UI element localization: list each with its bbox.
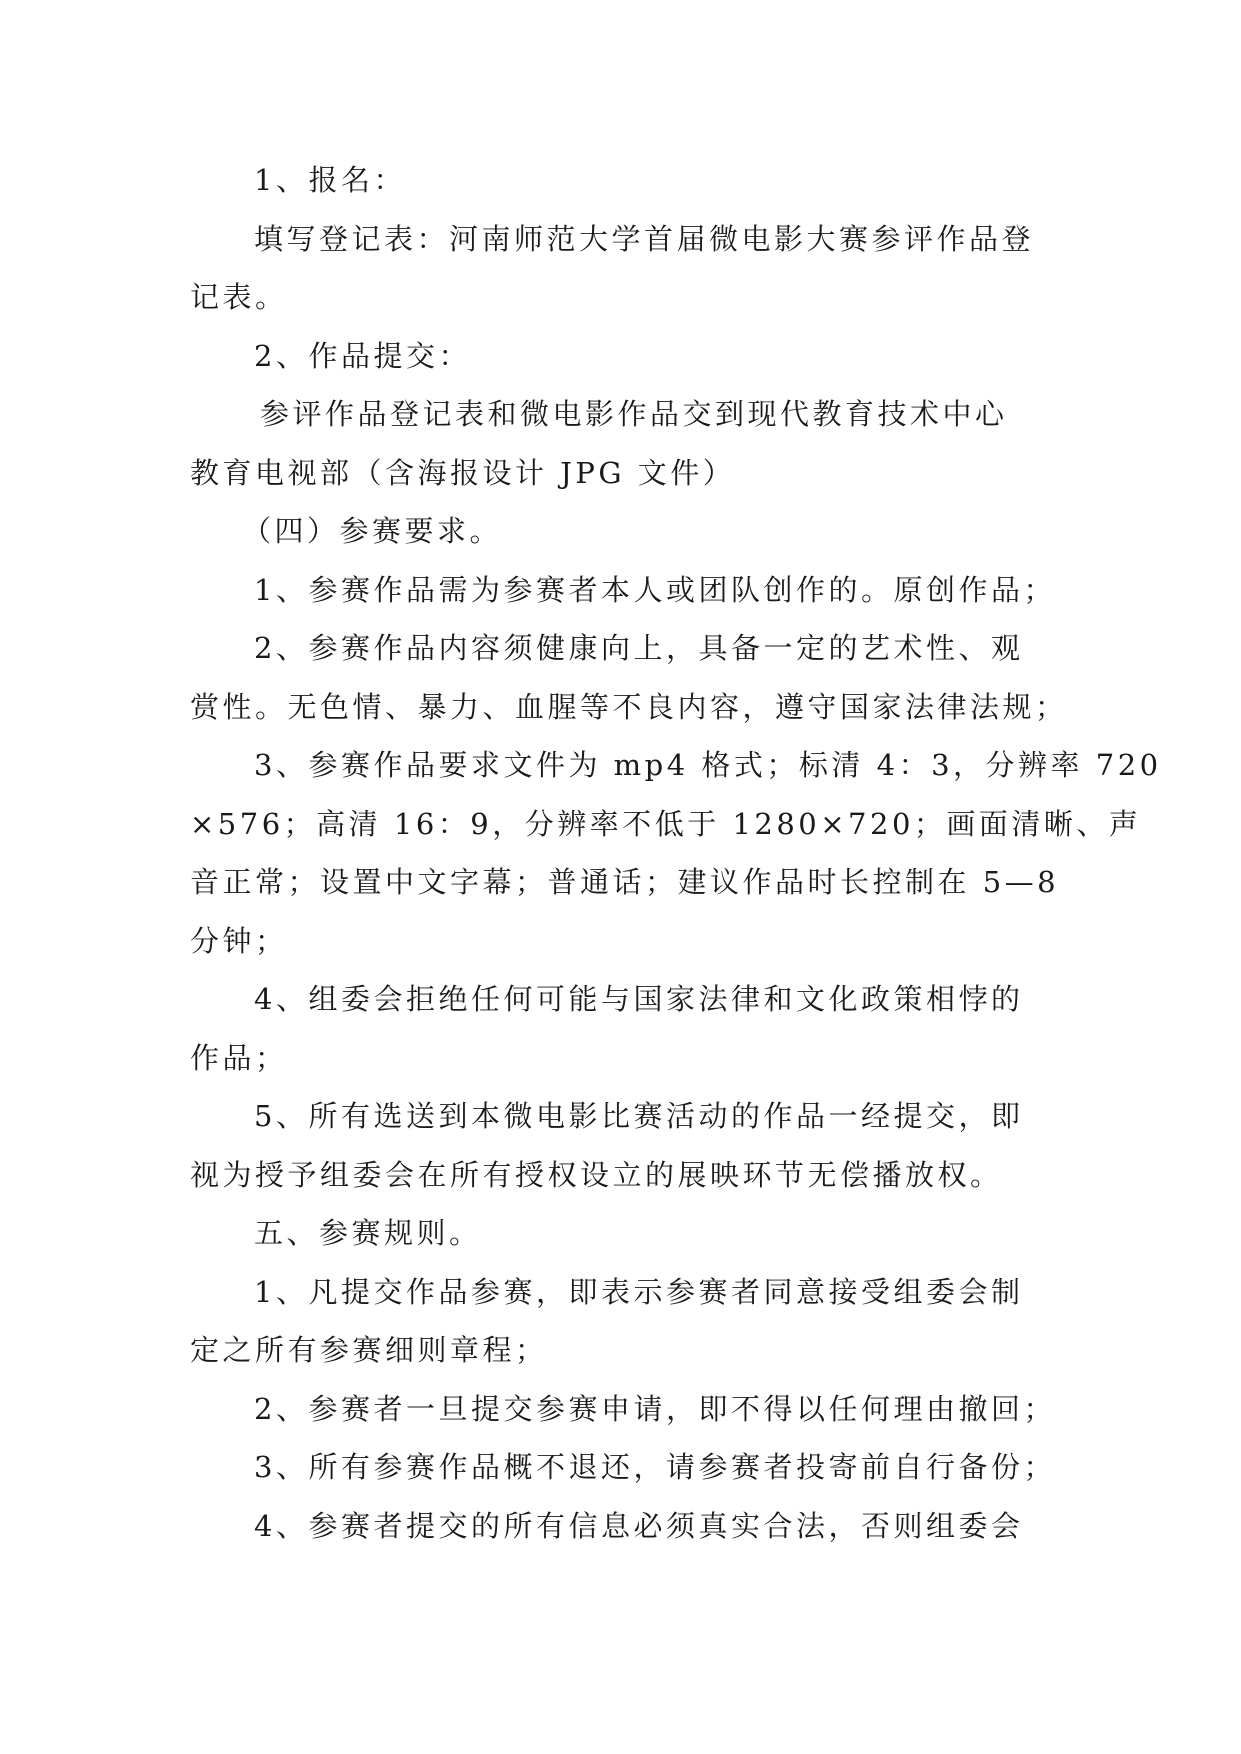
text-line: 分钟；	[190, 923, 288, 958]
text-line: 1、参赛作品需为参赛者本人或团队创作的。原创作品；	[254, 572, 1056, 607]
text-line: 2、参赛者一旦提交参赛申请，即不得以任何理由撤回；	[254, 1391, 1056, 1426]
text-line: 3、所有参赛作品概不退还，请参赛者投寄前自行备份；	[254, 1450, 1056, 1484]
text-line: 参评作品登记表和微电影作品交到现代教育技术中心	[260, 397, 1008, 431]
text-line: 2、参赛作品内容须健康向上，具备一定的艺术性、观	[254, 631, 1024, 665]
text-line: 赏性。无色情、暴力、血腥等不良内容，遵守国家法律法规；	[190, 689, 1068, 724]
text-line: 1、报名：	[254, 163, 406, 197]
text-line: ×576；高清 16：9，分辨率不低于 1280×720；画面清晰、声	[190, 806, 1142, 841]
text-line: 定之所有参赛细则章程；	[190, 1333, 548, 1367]
section-heading: （四）参赛要求。	[242, 514, 503, 548]
text-line: 4、参赛者提交的所有信息必须真实合法，否则组委会	[254, 1508, 1024, 1543]
text-line: 视为授予组委会在所有授权设立的展映环节无偿播放权。	[190, 1157, 1003, 1192]
text-line: 4、组委会拒绝任何可能与国家法律和文化政策相悖的	[254, 982, 1024, 1016]
text-line: 3、参赛作品要求文件为 mp4 格式；标清 4：3，分辨率 720	[254, 748, 1162, 782]
text-line: 1、凡提交作品参赛，即表示参赛者同意接受组委会制	[254, 1274, 1024, 1309]
text-line: 音正常；设置中文字幕；普通话；建议作品时长控制在 5—8	[190, 865, 1060, 899]
text-line: 作品；	[190, 1040, 288, 1075]
text-line: 2、作品提交：	[254, 338, 471, 373]
text-line: 教育电视部（含海报设计 JPG 文件）	[190, 455, 736, 490]
text-line: 记表。	[190, 280, 288, 314]
text-line: 5、所有选送到本微电影比赛活动的作品一经提交，即	[254, 1099, 1024, 1133]
section-heading: 五、参赛规则。	[254, 1216, 482, 1250]
text-line: 填写登记表：河南师范大学首届微电影大赛参评作品登	[254, 221, 1035, 256]
document-body	[190, 158, 1162, 1562]
